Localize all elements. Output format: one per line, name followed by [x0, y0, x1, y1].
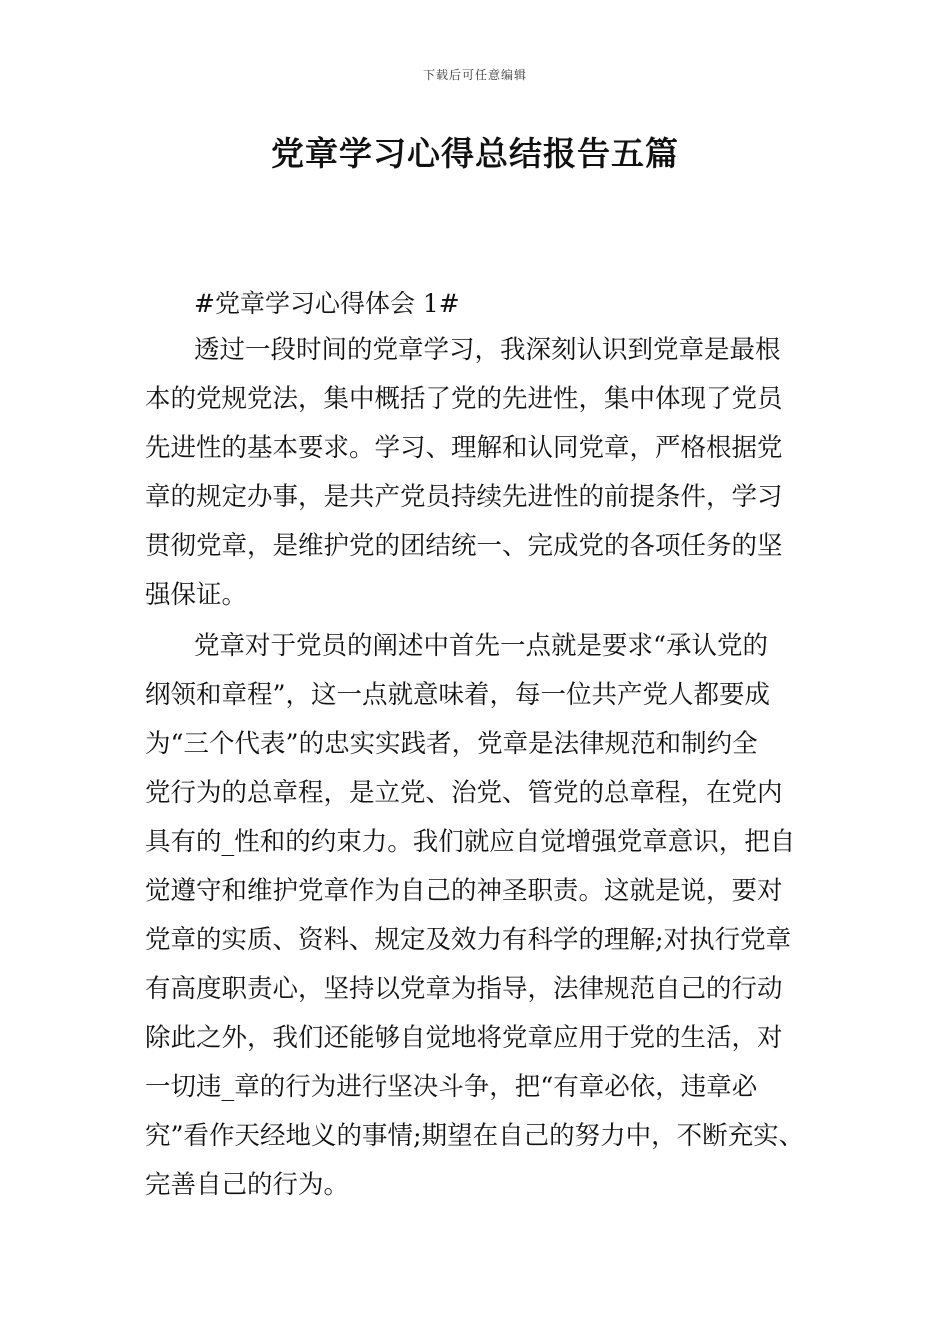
paragraph-line: 觉遵守和维护党章作为自己的神圣职责。这就是说，要对 [145, 876, 783, 906]
paragraph-1 [145, 326, 845, 620]
paragraph-line: 究”看作天经地义的事情;期望在自己的努力中，不断充实、 [145, 1121, 805, 1151]
paragraph-line: 有高度职责心，坚持以党章为指导，法律规范自己的行动 [145, 974, 783, 1004]
paragraph-line: 强保证。 [145, 580, 248, 610]
header-note: 下载后可任意编辑 [422, 68, 527, 82]
section-heading: #党章学习心得体会 1# [194, 289, 460, 318]
paragraph-line: 党章对于党员的阐述中首先一点就是要求“承认党的 [194, 631, 769, 661]
paragraph-line: 党行为的总章程，是立党、治党、管党的总章程，在党内 [145, 778, 783, 808]
paragraph-line: 完善自己的行为。 [145, 1170, 350, 1200]
paragraph-line: 贯彻党章，是维护党的团结统一、完成党的各项任务的坚 [145, 531, 783, 561]
paragraph-line: 纲领和章程”，这一点就意味着，每一位共产党人都要成 [145, 680, 771, 710]
paragraph-line: 章的规定办事，是共产党员持续先进性的前提条件，学习 [145, 482, 783, 512]
paragraph-line: 除此之外，我们还能够自觉地将党章应用于党的生活，对 [145, 1023, 783, 1053]
paragraph-line: 一切违_章的行为进行坚决斗争，把“有章必依，违章必 [145, 1072, 758, 1102]
document-title: 党章学习心得总结报告五篇 [271, 134, 679, 173]
paragraph-line: 本的党规党法，集中概括了党的先进性，集中体现了党员 [145, 384, 783, 414]
paragraph-line: 为“三个代表”的忠实实践者，党章是法律规范和制约全 [145, 729, 758, 759]
paragraph-2 [145, 622, 845, 1210]
paragraph-line: 透过一段时间的党章学习，我深刻认识到党章是最根 [194, 335, 781, 365]
paragraph-line: 党章的实质、资料、规定及效力有科学的理解;对执行党章 [145, 925, 792, 955]
paragraph-line: 具有的_性和的约束力。我们就应自觉增强党章意识，把自 [145, 827, 796, 857]
paragraph-line: 先进性的基本要求。学习、理解和认同党章，严格根据党 [145, 433, 783, 463]
